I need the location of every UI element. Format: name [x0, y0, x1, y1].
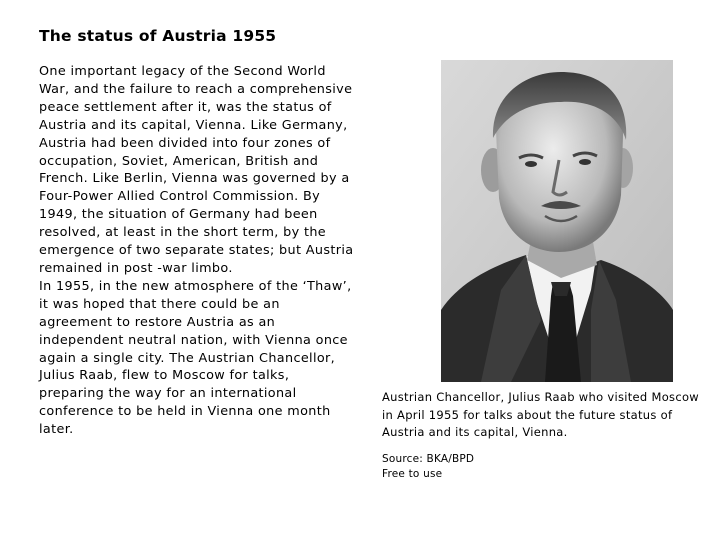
source-license: Free to use	[382, 467, 443, 480]
portrait-photo-icon	[441, 60, 673, 382]
source-credit: Source: BKA/BPD	[382, 453, 475, 465]
portrait-photo	[441, 60, 673, 382]
body-text	[39, 63, 357, 439]
photo-caption: Austrian Chancellor, Julius Raab who visited Moscow in April 1955 for talks about the future status of Austria and its capital, Vienna.	[382, 390, 700, 439]
slide-title: The status of Austria 1955	[39, 27, 277, 45]
body-paragraph-1: One important legacy of the Second World War, and the failure to reach a comprehensive peace settlement after it, was the status of Austria and its capital, Vienna. Like Germany, Austria had been divided into four zones of occupation, Soviet, American, British and French. Like Berlin, Vienna was governed by a Four-Power Allied Control Commission. By 1949, the situation of Germany had been resolved, at least in the short term, by the emergence of two separate states; but Austria remained in post -war limbo.	[39, 64, 354, 276]
body-paragraph-2: In 1955, in the new atmosphere of the ‘Thaw’, it was hoped that there could be an agreement to restore Austria as an independent neutral nation, with Vienna once again a single city. The Austrian Chancellor, Julius Raab, flew to Moscow for talks, preparing the way for an international conference to be held in Vienna one month later.	[39, 278, 352, 438]
photo-source	[382, 452, 582, 481]
